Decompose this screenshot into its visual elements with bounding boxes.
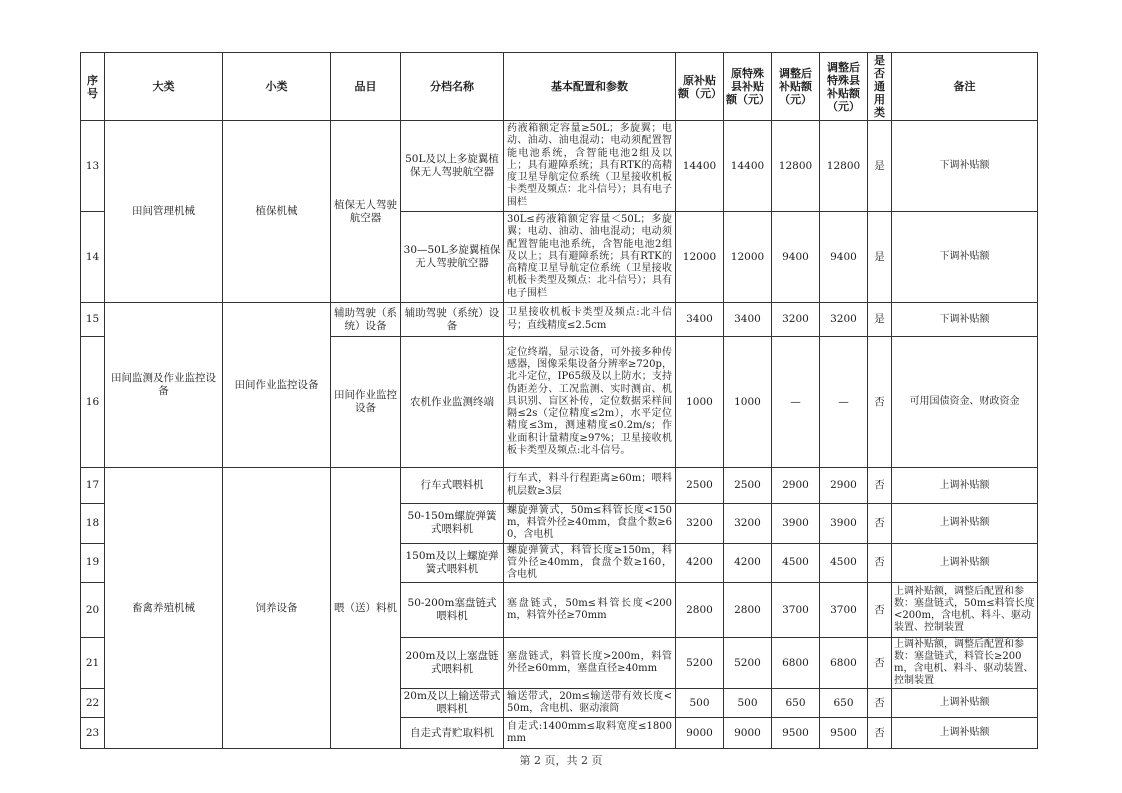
cell-general: 是 bbox=[868, 303, 892, 337]
cell-adj-special: 3700 bbox=[820, 583, 868, 638]
header-orig-subsidy: 原补贴额（元） bbox=[676, 53, 724, 121]
cell-subcategory: 植保机械 bbox=[223, 121, 331, 303]
cell-orig-special: 9000 bbox=[724, 718, 772, 749]
cell-spec: 药液箱额定容量≥50L；多旋翼；电动、油动、油电混动；电动须配置智能电池系统，含智能电池2组及以上；具有避障系统；具有RTK的高精度卫星导航定位系统（卫星接收机板卡类型及频点：北斗信号）；具有电子围栏 bbox=[504, 121, 676, 212]
cell-subcategory: 饲养设备 bbox=[223, 468, 331, 749]
cell-spec: 30L≤药液箱额定容量＜50L；多旋翼；电动、油动、油电混动；电动须配置智能电池系统，含智能电池2组及以上；具有避障系统；具有RTK的高精度卫星导航定位系统（卫星接收机板卡类型及频点：北斗信号）；具有电子围栏 bbox=[504, 212, 676, 303]
cell-category: 田间监测及作业监控设备 bbox=[105, 303, 223, 468]
header-tier-name: 分档名称 bbox=[401, 53, 504, 121]
cell-adj: 3900 bbox=[772, 504, 820, 544]
cell-note: 下调补贴额 bbox=[892, 303, 1038, 337]
cell-note: 上调补贴额 bbox=[892, 718, 1038, 749]
cell-tier-name: 50-200m塞盘链式喂料机 bbox=[401, 583, 504, 638]
cell-tier-name: 辅助驾驶（系统）设备 bbox=[401, 303, 504, 337]
cell-no: 18 bbox=[81, 504, 105, 544]
cell-adj-special: 9400 bbox=[820, 212, 868, 303]
cell-orig-special: 3400 bbox=[724, 303, 772, 337]
cell-spec: 输送带式，20m≤输送带有效长度<50m，含电机、驱动滚筒 bbox=[504, 689, 676, 718]
cell-adj: 12800 bbox=[772, 121, 820, 212]
cell-adj: 3700 bbox=[772, 583, 820, 638]
cell-spec: 塞盘链式，50m≤料管长度<200m，料管外径≥70mm bbox=[504, 583, 676, 638]
cell-tier-name: 农机作业监测终端 bbox=[401, 337, 504, 468]
cell-note: 上调补贴额 bbox=[892, 504, 1038, 544]
cell-note: 上调补贴额 bbox=[892, 689, 1038, 718]
cell-general: 否 bbox=[868, 543, 892, 583]
cell-orig: 12000 bbox=[676, 212, 724, 303]
cell-spec: 卫星接收机板卡类型及频点:北斗信号；直线精度≤2.5cm bbox=[504, 303, 676, 337]
cell-general: 否 bbox=[868, 337, 892, 468]
cell-spec: 螺旋弹簧式，50m≤料管长度<150m，料管外径≥40mm，食盘个数≥60，含电机 bbox=[504, 504, 676, 544]
cell-orig: 5200 bbox=[676, 638, 724, 689]
cell-item: 田间作业监控设备 bbox=[331, 337, 401, 468]
cell-adj: 6800 bbox=[772, 638, 820, 689]
cell-adj: 9400 bbox=[772, 212, 820, 303]
header-general: 是否通用类 bbox=[868, 53, 892, 121]
cell-note: 上调补贴额，调整后配置和参数：塞盘链式，50m≤料管长度<200m，含电机、料斗、驱动装置、控制装置 bbox=[892, 583, 1038, 638]
header-adj-special-subsidy: 调整后特殊县补贴额（元） bbox=[820, 53, 868, 121]
cell-tier-name: 50-150m螺旋弹簧式喂料机 bbox=[401, 504, 504, 544]
cell-no: 19 bbox=[81, 543, 105, 583]
cell-adj-special: 3200 bbox=[820, 303, 868, 337]
cell-item: 喂（送）料机 bbox=[331, 468, 401, 749]
cell-adj-special: 4500 bbox=[820, 543, 868, 583]
page-footer bbox=[0, 752, 1122, 768]
cell-adj: 4500 bbox=[772, 543, 820, 583]
cell-no: 14 bbox=[81, 212, 105, 303]
header-note: 备注 bbox=[892, 53, 1038, 121]
cell-spec: 定位终端，显示设备，可外接多种传感器，图像采集设备分辨率≥720p，北斗定位，IP65级及以上防水；支持伪距差分、工况监测、实时测亩、机具识别、盲区补传，定位数据采样间隔≤2s（定位精度≤2m），水平定位精度≤3m，测速精度≤0.2m/s；作业面积计量精度≥97%；卫星接收机板卡类型及频点:北斗信号。 bbox=[504, 337, 676, 468]
header-orig-special-subsidy: 原特殊县补贴额（元） bbox=[724, 53, 772, 121]
cell-no: 13 bbox=[81, 121, 105, 212]
cell-no: 22 bbox=[81, 689, 105, 718]
cell-adj: 2900 bbox=[772, 468, 820, 504]
cell-general: 否 bbox=[868, 468, 892, 504]
cell-adj-special: 6800 bbox=[820, 638, 868, 689]
cell-spec: 行车式，料斗行程距离≥60m；喂料机层数≥3层 bbox=[504, 468, 676, 504]
cell-general: 否 bbox=[868, 504, 892, 544]
cell-tier-name: 自走式青贮取料机 bbox=[401, 718, 504, 749]
cell-orig: 1000 bbox=[676, 337, 724, 468]
cell-adj-special: 12800 bbox=[820, 121, 868, 212]
cell-note: 上调补贴额，调整后配置和参数：塞盘链式，料管长≥200m，含电机、料斗、驱动装置、控制装置 bbox=[892, 638, 1038, 689]
cell-item: 辅助驾驶（系统）设备 bbox=[331, 303, 401, 337]
cell-note: 可用国债资金、财政资金 bbox=[892, 337, 1038, 468]
header-no: 序号 bbox=[81, 53, 105, 121]
cell-adj-special: 650 bbox=[820, 689, 868, 718]
cell-orig: 9000 bbox=[676, 718, 724, 749]
cell-tier-name: 200m及以上塞盘链式喂料机 bbox=[401, 638, 504, 689]
table-header-row bbox=[81, 53, 1038, 121]
cell-spec: 自走式:1400mm≤取料宽度≤1800mm bbox=[504, 718, 676, 749]
cell-orig: 4200 bbox=[676, 543, 724, 583]
cell-note: 上调补贴额 bbox=[892, 468, 1038, 504]
cell-adj: 3200 bbox=[772, 303, 820, 337]
cell-no: 23 bbox=[81, 718, 105, 749]
header-spec: 基本配置和参数 bbox=[504, 53, 676, 121]
cell-tier-name: 30—50L多旋翼植保无人驾驶航空器 bbox=[401, 212, 504, 303]
page-number-label: 第 2 页，共 2 页 bbox=[519, 754, 603, 767]
cell-orig-special: 5200 bbox=[724, 638, 772, 689]
table-row bbox=[81, 121, 1038, 212]
subsidy-adjustment-table-container bbox=[80, 52, 1037, 749]
cell-orig: 3200 bbox=[676, 504, 724, 544]
header-subcategory: 小类 bbox=[223, 53, 331, 121]
cell-orig-special: 14400 bbox=[724, 121, 772, 212]
cell-orig-special: 2500 bbox=[724, 468, 772, 504]
cell-no: 17 bbox=[81, 468, 105, 504]
cell-general: 否 bbox=[868, 718, 892, 749]
cell-orig-special: 2800 bbox=[724, 583, 772, 638]
cell-tier-name: 行车式喂料机 bbox=[401, 468, 504, 504]
cell-no: 15 bbox=[81, 303, 105, 337]
cell-orig-special: 4200 bbox=[724, 543, 772, 583]
cell-general: 否 bbox=[868, 689, 892, 718]
header-item: 品目 bbox=[331, 53, 401, 121]
cell-orig-special: 1000 bbox=[724, 337, 772, 468]
cell-no: 21 bbox=[81, 638, 105, 689]
cell-general: 否 bbox=[868, 583, 892, 638]
cell-general: 是 bbox=[868, 212, 892, 303]
cell-adj: 9500 bbox=[772, 718, 820, 749]
cell-category: 田间管理机械 bbox=[105, 121, 223, 303]
cell-adj-special: 3900 bbox=[820, 504, 868, 544]
cell-note: 上调补贴额 bbox=[892, 543, 1038, 583]
cell-item: 植保无人驾驶航空器 bbox=[331, 121, 401, 303]
cell-adj-special: 9500 bbox=[820, 718, 868, 749]
cell-orig: 14400 bbox=[676, 121, 724, 212]
cell-adj: — bbox=[772, 337, 820, 468]
table-row bbox=[81, 468, 1038, 504]
cell-orig-special: 3200 bbox=[724, 504, 772, 544]
cell-spec: 塞盘链式，料管长度>200m，料管外径≥60mm，塞盘直径≥40mm bbox=[504, 638, 676, 689]
cell-orig: 3400 bbox=[676, 303, 724, 337]
header-category: 大类 bbox=[105, 53, 223, 121]
cell-note: 下调补贴额 bbox=[892, 121, 1038, 212]
cell-orig: 2500 bbox=[676, 468, 724, 504]
subsidy-adjustment-table bbox=[80, 52, 1038, 749]
cell-no: 20 bbox=[81, 583, 105, 638]
table-row bbox=[81, 303, 1038, 337]
cell-general: 是 bbox=[868, 121, 892, 212]
cell-adj-special: 2900 bbox=[820, 468, 868, 504]
cell-no: 16 bbox=[81, 337, 105, 468]
cell-adj-special: — bbox=[820, 337, 868, 468]
cell-subcategory: 田间作业监控设备 bbox=[223, 303, 331, 468]
cell-tier-name: 150m及以上螺旋弹簧式喂料机 bbox=[401, 543, 504, 583]
cell-orig-special: 12000 bbox=[724, 212, 772, 303]
cell-orig-special: 500 bbox=[724, 689, 772, 718]
cell-tier-name: 50L及以上多旋翼植保无人驾驶航空器 bbox=[401, 121, 504, 212]
cell-adj: 650 bbox=[772, 689, 820, 718]
cell-tier-name: 20m及以上输送带式喂料机 bbox=[401, 689, 504, 718]
header-adj-subsidy: 调整后补贴额（元） bbox=[772, 53, 820, 121]
cell-category: 畜禽养殖机械 bbox=[105, 468, 223, 749]
cell-general: 否 bbox=[868, 638, 892, 689]
cell-orig: 2800 bbox=[676, 583, 724, 638]
cell-spec: 螺旋弹簧式，料管长度≥150m，料管外径≥40mm，食盘个数≥160，含电机 bbox=[504, 543, 676, 583]
cell-note: 下调补贴额 bbox=[892, 212, 1038, 303]
cell-orig: 500 bbox=[676, 689, 724, 718]
